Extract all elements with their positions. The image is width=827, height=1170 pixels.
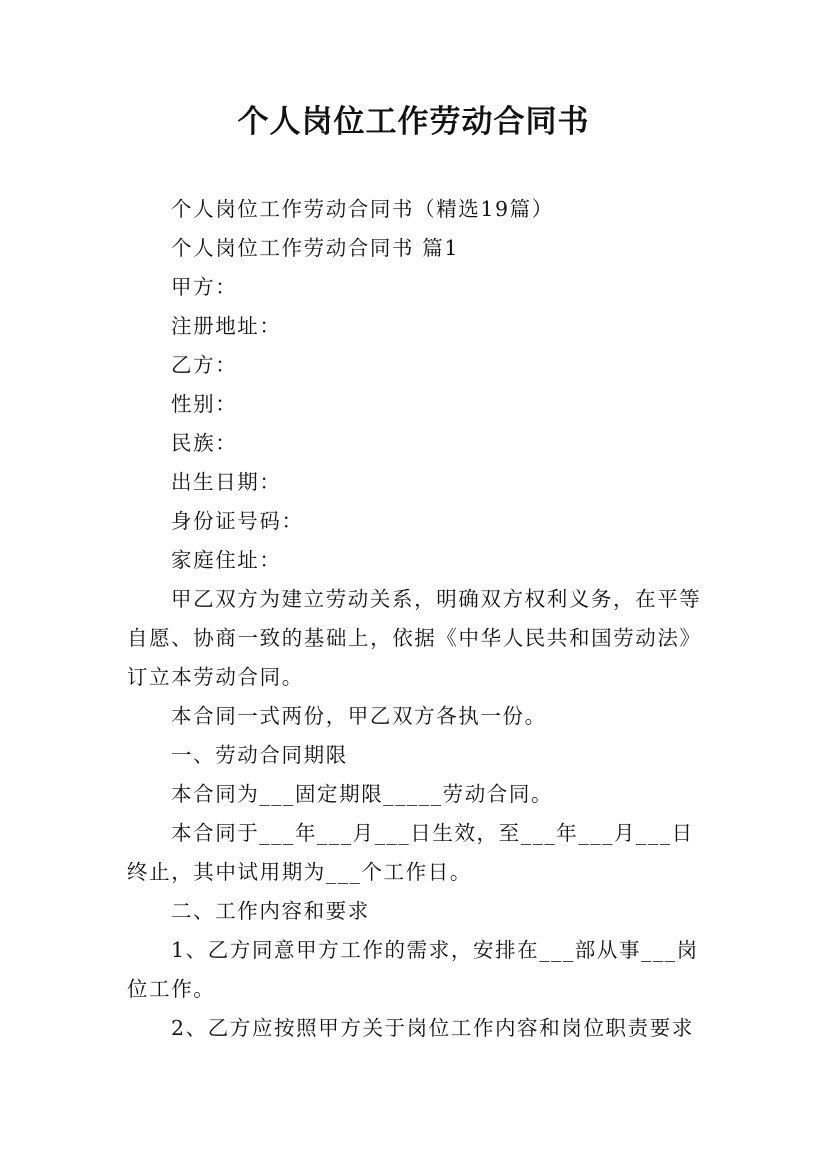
gender-field: 性别： bbox=[171, 392, 238, 416]
clause-heading-work: 二、工作内容和要求 bbox=[171, 899, 370, 923]
registered-address-field: 注册地址： bbox=[171, 314, 282, 338]
birth-date-field: 出生日期： bbox=[171, 470, 282, 494]
copies-paragraph: 本合同一式两份，甲乙双方各执一份。 bbox=[171, 704, 547, 728]
effective-date-paragraph: 本合同于___年___月___日生效，至___年___月___日终止，其中试用期为___个工作日。 bbox=[127, 821, 694, 884]
ethnicity-field: 民族： bbox=[171, 431, 238, 455]
subtitle-paragraph: 个人岗位工作劳动合同书（精选19篇） bbox=[171, 197, 554, 221]
document-title: 个人岗位工作劳动合同书 bbox=[237, 104, 590, 140]
clause-heading-term: 一、劳动合同期限 bbox=[171, 743, 348, 767]
party-a-field: 甲方： bbox=[171, 275, 238, 299]
section-heading: 个人岗位工作劳动合同书 篇1 bbox=[171, 236, 459, 260]
home-address-field: 家庭住址： bbox=[171, 548, 282, 572]
contract-type-paragraph: 本合同为___固定期限_____劳动合同。 bbox=[171, 782, 554, 806]
work-item-1: 1、乙方同意甲方工作的需求，安排在___部从事___岗位工作。 bbox=[127, 938, 699, 1001]
id-number-field: 身份证号码： bbox=[171, 509, 304, 533]
work-item-2: 2、乙方应按照甲方关于岗位工作内容和岗位职责要求 bbox=[171, 1016, 694, 1040]
document-body bbox=[127, 190, 712, 1048]
preamble-paragraph: 甲乙双方为建立劳动关系，明确双方权利义务，在平等自愿、协商一致的基础上，依据《中华人民共和国劳动法》订立本劳动合同。 bbox=[127, 587, 702, 689]
party-b-field: 乙方： bbox=[171, 353, 238, 377]
